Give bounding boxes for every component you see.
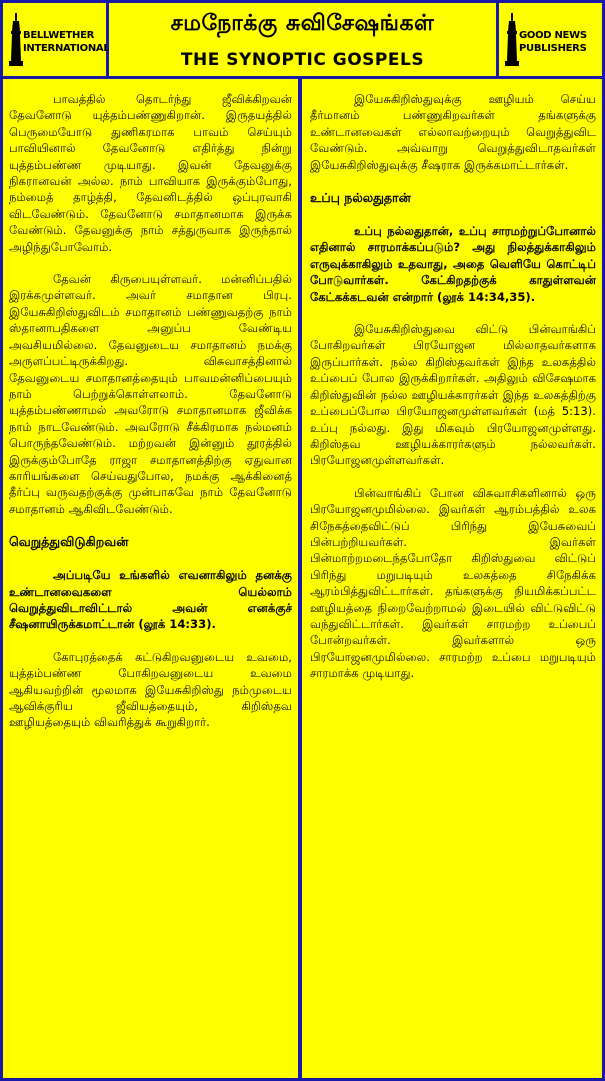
good-news-logo: [505, 13, 597, 68]
good-news-logo-text: GOOD NEWS PUBLISHERS: [519, 30, 587, 54]
tower-icon: [9, 13, 23, 68]
scripture-quote: உப்பு நல்லதுதான், உப்பு சாரமற்றுப்போனால் எதினால் சாரமாக்கப்படும்? அது நிலத்துக்காகிலும் எருவுக்காகிலும் உதவாது, அதை வெளியே கொட்டிப் போடுவார்கள். கேட்கிறதற்குக் காதுள்ளவன் கேட்கக்கடவன் என்றார் (லூக் 14:34,35).: [310, 224, 596, 304]
scripture-quote: அப்படியே உங்களில் எவனாகிலும் தனக்கு உண்டானவைகளை யெல்லாம் வெறுத்துவிடாவிட்டால் அவன் எனக்குச் சீஷனாயிருக்கமாட்டான் (லூக் 14:33).: [9, 568, 292, 632]
bellwether-logo-box: [3, 3, 110, 76]
paragraph: பாவத்தில் தொடர்ந்து ஜீவிக்கிறவன் தேவனோடு யுத்தம்பண்ணுகிறான். இருதயத்தில் பெருமையோடு துணிகரமாக பாவம் செய்யும் பாவியினால் தேவனோடு எதிர்த்து நின்று யுத்தம்பண்ண முடியாது. இவன் தேவனுக்கு நிகரானவன் அல்ல. நாம் பாவியாக இருக்கும்போது, நம்மைத் தாழ்த்தி, தேவனிடத்தில் ஒப்புரவாகி விடவேண்டும். தேவனோடு சமாதானமாக இருக்க வேண்டும். தேவனுக்கு நாம் சத்துருவாக இருந்தால் அழிந்துபோவோம்.: [9, 92, 292, 254]
title-box: [109, 3, 496, 76]
good-news-logo-box: [499, 3, 602, 76]
page-title-tamil: சமநோக்கு சுவிசேஷங்கள்: [170, 11, 435, 36]
paragraph: பின்வாங்கிப் போன விசுவாசிகளினால் ஒரு பிரயோஜனமுமில்லை. இவர்கள் ஆரம்பத்தில் உலக சிநேகத்தைவிட்டுப் பிரிந்து இயேசுவைப் பின்பற்றியவர்கள். இவர்கள் பின்மாற்றமடைந்தபோதோ கிறிஸ்துவை விட்டுப் பிரிந்து மறுபடியும் உலகத்தை சிநேகிக்க ஆரம்பித்துவிட்டார்கள். தங்களுக்கு நியமிக்கப்பட்ட ஊழியத்தை நிறைவேற்றாமல் இடையில் விட்டுவிட்டு வந்துவிட்டார்கள். இவர்கள் சாரமற்ற உப்பைப் போன்றவர்கள். இவர்களால் ஒரு பிரயோஜனமுமில்லை. சாரமற்ற உப்பை மறுபடியும் சாரமாக்க முடியாது.: [310, 485, 596, 681]
tower-icon: [505, 13, 519, 68]
bellwether-logo: [9, 13, 110, 68]
section-heading: வெறுத்துவிடுகிறவன்: [9, 534, 129, 550]
section-heading: உப்பு நல்லதுதான்: [310, 190, 411, 206]
paragraph: கோபுரத்தைக் கட்டுகிறவனுடைய உவமை, யுத்தம்பண்ண போகிறவனுடைய உவமை ஆகியவற்றின் மூலமாக இயேசுகிறிஸ்து நம்முடைய ஆவிக்குரிய ஜீவியத்தையும், கிறிஸ்தவ ஊழியத்தையும் விவரித்துக் கூறுகிறார்.: [9, 649, 292, 730]
paragraph: தேவன் கிருபையுள்ளவர். மன்னிப்பதில் இரக்கமுள்ளவர். அவர் சமாதான பிரபு. இயேசுகிறிஸ்துவிடம் சமாதானம் பண்ணுவதற்கு நாம் ஸ்தானாபதிகளை அனுப்ப வேண்டிய அவசியமில்லை. தேவனுடைய சமாதானம் நமக்கு அருளப்பட்டிருக்கிறது. விசுவாசத்தினால் தேவனுடைய சமாதானத்தையும் பாவமன்னிப்பையும் நாம் பெற்றுக்கொள்ளலாம். தேவனோடு யுத்தம்பண்ணாமல் அவரோடு சமாதானமாக ஜீவிக்க நாம் நாடவேண்டும். அவரோடு சீக்கிரமாக நல்மனம் பொருந்தவேண்டும். மற்றவன் இன்னும் தூரத்தில் இருக்கும்போதே ராஜா சமாதானத்திற்கு ஏதுவான காரியங்களை செய்வதுபோல, நமக்கு ஆக்கினைத் தீர்ப்பு வருவதற்குக்கு முன்பாகவே நாம் தேவனோடு சமாதானம் ஆகிவிடவேண்டும்.: [9, 272, 292, 516]
page-title-english: THE SYNOPTIC GOSPELS: [180, 50, 425, 70]
right-column: [302, 79, 602, 1078]
paragraph: இயேசுகிறிஸ்துவை விட்டு பின்வாங்கிப் போகிறவர்கள் பிரயோஜன மில்லாதவர்களாக இருப்பார்கள். நல்ல கிறிஸ்தவர்கள் இந்த உலகத்தில் உப்பைப் போல இருக்கிறார்கள். அதிலும் விசேஷமாக கிறிஸ்துவின் நல்ல ஊழியக்காரர்கள் இந்த உலகத்திற்கு உப்பைப்போல பிரயோஜனமுள்ளவர்கள் (மத் 5:13). உப்பு நல்லது. இது மிகவும் பிரயோஜனமுள்ளது. கிறிஸ்தவ ஊழியக்காரர்களும் நல்லவர்கள். பிரயோஜனமுள்ளவர்கள்.: [310, 322, 596, 468]
left-column: [3, 79, 298, 1078]
bellwether-logo-text: BELLWETHER INTERNATIONAL: [23, 30, 110, 54]
paragraph: இயேசுகிறிஸ்துவுக்கு ஊழியம் செய்ய தீர்மானம் பண்ணுகிறவர்கள் தங்களுக்கு உண்டானவைகள் எல்லாவற்றையும் வெறுத்துவிட வேண்டும். அவ்வாறு வெறுத்துவிடாதவர்கள் இயேசுகிறிஸ்துவுக்கு சீஷராக இருக்கமாட்டார்கள்.: [310, 92, 596, 172]
